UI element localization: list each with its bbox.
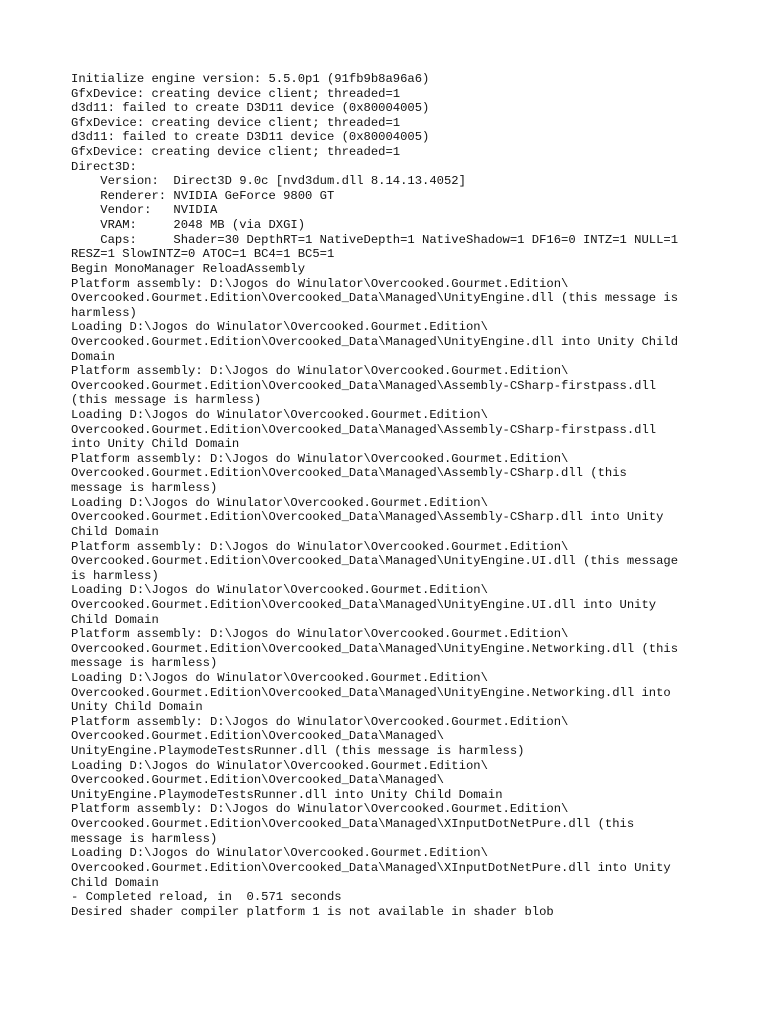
log-line: harmless) (71, 305, 137, 320)
log-line: UnityEngine.PlaymodeTestsRunner.dll (this message is harmless) (71, 744, 525, 759)
log-line: GfxDevice: creating device client; threaded=1 (71, 86, 401, 101)
log-line: Overcooked.Gourmet.Edition\Overcooked_Data\Managed\ (71, 773, 444, 788)
log-line: Desired shader compiler platform 1 is not available in shader blob (71, 904, 554, 919)
log-line: message is harmless) (71, 481, 218, 496)
log-line: - Completed reload, in 0.571 seconds (71, 890, 342, 905)
log-line: d3d11: failed to create D3D11 device (0x80004005) (71, 101, 430, 116)
log-line: Begin MonoManager ReloadAssembly (71, 261, 306, 276)
log-line: Direct3D: (71, 159, 137, 174)
log-line: Initialize engine version: 5.5.0p1 (91fb9b8a96a6) (71, 72, 430, 86)
log-line: VRAM: 2048 MB (via DXGI) (71, 218, 306, 233)
log-line: RESZ=1 SlowINTZ=0 ATOC=1 BC4=1 BC5=1 (71, 247, 335, 262)
log-line: Overcooked.Gourmet.Edition\Overcooked_Data\Managed\UnityEngine.UI.dll (this message (71, 554, 679, 569)
log-line: Overcooked.Gourmet.Edition\Overcooked_Data\Managed\Assembly-CSharp-firstpass.dll (71, 422, 657, 437)
log-line: Overcooked.Gourmet.Edition\Overcooked_Data\Managed\ (71, 729, 444, 744)
log-line: Overcooked.Gourmet.Edition\Overcooked_Data\Managed\UnityEngine.UI.dll into Unity (71, 597, 657, 612)
log-document (71, 72, 711, 919)
log-line: Child Domain (71, 875, 159, 890)
log-line: into Unity Child Domain (71, 437, 240, 452)
log-line: Overcooked.Gourmet.Edition\Overcooked_Data\Managed\Assembly-CSharp.dll (this (71, 466, 627, 481)
log-line: Domain (71, 349, 115, 364)
log-line: Loading D:\Jogos do Winulator\Overcooked.Gourmet.Edition\ (71, 320, 488, 335)
log-line: Loading D:\Jogos do Winulator\Overcooked.Gourmet.Edition\ (71, 583, 488, 598)
log-line: Caps: Shader=30 DepthRT=1 NativeDepth=1 NativeShadow=1 DF16=0 INTZ=1 NULL=1 (71, 232, 679, 247)
log-line: Platform assembly: D:\Jogos do Winulator\Overcooked.Gourmet.Edition\ (71, 714, 569, 729)
log-line: is harmless) (71, 568, 159, 583)
log-line: Renderer: NVIDIA GeForce 9800 GT (71, 188, 335, 203)
log-line: Unity Child Domain (71, 700, 203, 715)
log-line: Platform assembly: D:\Jogos do Winulator\Overcooked.Gourmet.Edition\ (71, 802, 569, 817)
log-line: Overcooked.Gourmet.Edition\Overcooked_Data\Managed\Assembly-CSharp.dll into Unity (71, 510, 664, 525)
log-line: UnityEngine.PlaymodeTestsRunner.dll into Unity Child Domain (71, 787, 503, 802)
log-line: (this message is harmless) (71, 393, 262, 408)
log-line: Overcooked.Gourmet.Edition\Overcooked_Data\Managed\UnityEngine.dll into Unity Child (71, 334, 679, 349)
log-line: Loading D:\Jogos do Winulator\Overcooked.Gourmet.Edition\ (71, 495, 488, 510)
log-line: d3d11: failed to create D3D11 device (0x80004005) (71, 130, 430, 145)
log-line: Overcooked.Gourmet.Edition\Overcooked_Data\Managed\UnityEngine.dll (this message is (71, 291, 679, 306)
log-line: Child Domain (71, 524, 159, 539)
log-line: GfxDevice: creating device client; threaded=1 (71, 145, 401, 160)
log-line: Platform assembly: D:\Jogos do Winulator\Overcooked.Gourmet.Edition\ (71, 364, 569, 379)
log-line: Version: Direct3D 9.0c [nvd3dum.dll 8.14.13.4052] (71, 174, 466, 189)
log-line: Overcooked.Gourmet.Edition\Overcooked_Data\Managed\Assembly-CSharp-firstpass.dll (71, 378, 657, 393)
log-line: Loading D:\Jogos do Winulator\Overcooked.Gourmet.Edition\ (71, 758, 488, 773)
log-line: Child Domain (71, 612, 159, 627)
log-line: Vendor: NVIDIA (71, 203, 218, 218)
log-line: Platform assembly: D:\Jogos do Winulator\Overcooked.Gourmet.Edition\ (71, 627, 569, 642)
log-line: Platform assembly: D:\Jogos do Winulator\Overcooked.Gourmet.Edition\ (71, 276, 569, 291)
log-line: Overcooked.Gourmet.Edition\Overcooked_Data\Managed\XInputDotNetPure.dll (this (71, 817, 635, 832)
log-line: Overcooked.Gourmet.Edition\Overcooked_Data\Managed\UnityEngine.Networking.dll into (71, 685, 671, 700)
log-line: GfxDevice: creating device client; threaded=1 (71, 115, 401, 130)
log-line: Overcooked.Gourmet.Edition\Overcooked_Data\Managed\XInputDotNetPure.dll into Unity (71, 860, 671, 875)
log-line: Platform assembly: D:\Jogos do Winulator\Overcooked.Gourmet.Edition\ (71, 539, 569, 554)
log-line: message is harmless) (71, 831, 218, 846)
log-line: Overcooked.Gourmet.Edition\Overcooked_Data\Managed\UnityEngine.Networking.dll (this (71, 641, 679, 656)
log-line: Platform assembly: D:\Jogos do Winulator\Overcooked.Gourmet.Edition\ (71, 451, 569, 466)
log-line: Loading D:\Jogos do Winulator\Overcooked.Gourmet.Edition\ (71, 670, 488, 685)
log-line: Loading D:\Jogos do Winulator\Overcooked.Gourmet.Edition\ (71, 846, 488, 861)
log-line: Loading D:\Jogos do Winulator\Overcooked.Gourmet.Edition\ (71, 408, 488, 423)
log-line: message is harmless) (71, 656, 218, 671)
